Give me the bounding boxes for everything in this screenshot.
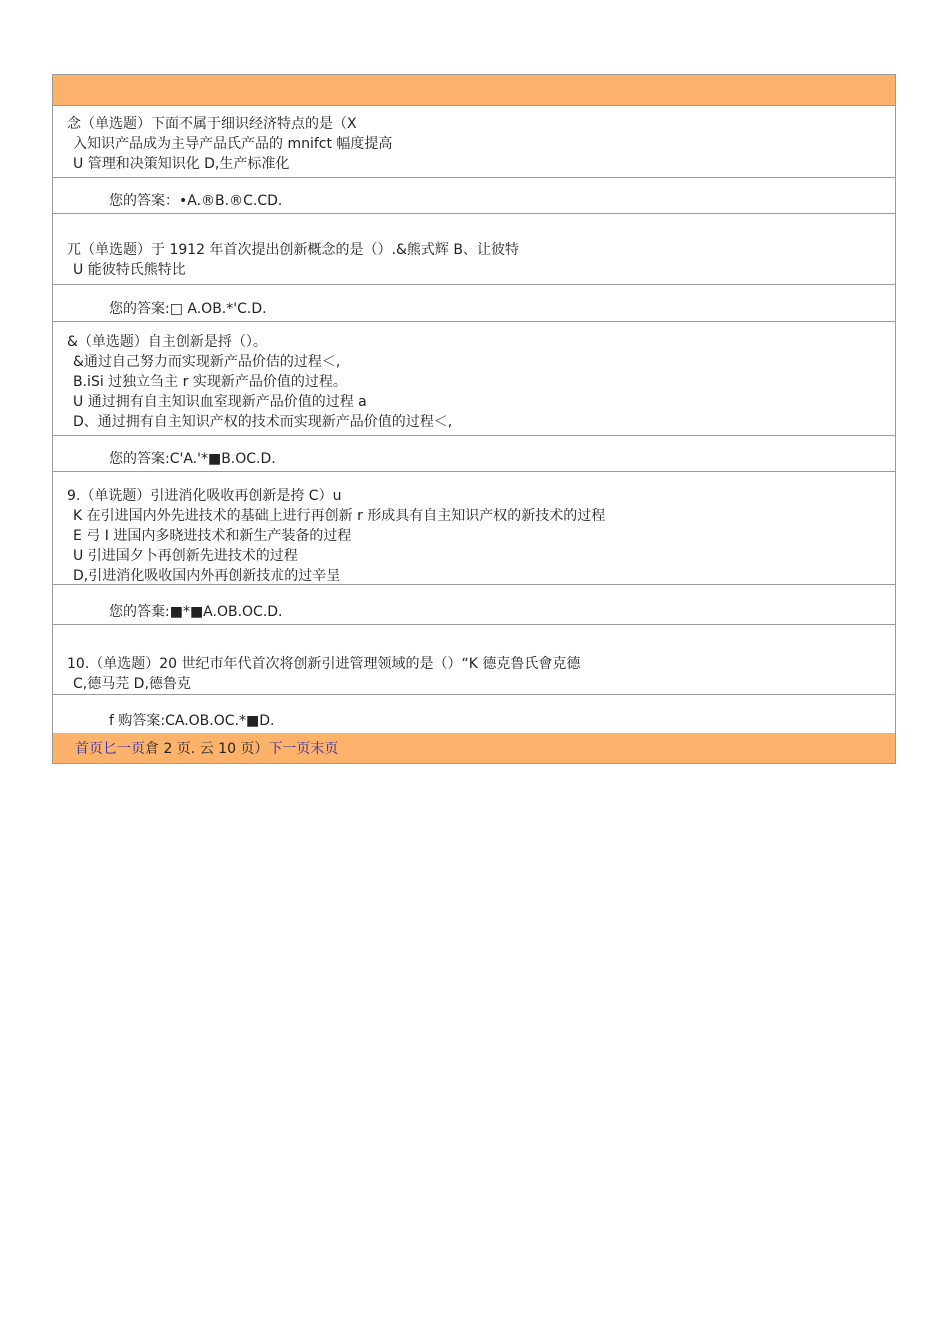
- answer-options[interactable]: •A.®B.®C.CD.: [179, 193, 283, 209]
- question-option: E 弓 I 进国内多晓进技术和新生产装备的过程: [73, 528, 352, 544]
- answer-label: f 购答案:: [109, 713, 166, 729]
- answer-options[interactable]: C'A.'*■B.OC.D.: [169, 451, 276, 467]
- answer-options[interactable]: ■*■A.OB.OC.D.: [169, 604, 283, 620]
- answer-label: 您的答案：: [109, 193, 179, 209]
- question-option: U 引进国夕卜再创新先进技术的过程: [73, 548, 298, 564]
- answer-row-1: [53, 178, 895, 214]
- header-bar: [53, 75, 895, 106]
- answer-options[interactable]: CA.OB.OC.*■D.: [165, 713, 275, 729]
- question-2: [53, 214, 895, 285]
- question-stem: 念（单选题）下面不属于细识经济特点的是（X: [67, 116, 357, 132]
- question-stem: &（单选题）自主创新是捋（）。: [67, 334, 267, 350]
- answer-label: 您的答案:: [109, 301, 170, 317]
- pager-bar: [53, 733, 895, 763]
- answer-label: 您的答棄:: [109, 604, 170, 620]
- answer-row-5: [53, 695, 895, 733]
- question-option: 入知识产品成为主导产品氏产品的 mnifct 幅度提高: [73, 136, 393, 152]
- question-option: U 管理和决策知识化 D,生产标准化: [73, 156, 290, 172]
- question-option: &通过自己努力而实现新产品价佶的过程＜,: [73, 354, 341, 370]
- page-info: 倉 2 页. 云 10 页）: [145, 741, 269, 757]
- question-stem: 兀（单选题）于 1912 年首次提出创新概念的是（）.&熊式辉 B、让彼特: [67, 242, 519, 258]
- question-option: C,德马芫 D,德鲁克: [73, 676, 191, 692]
- question-option: D、通过拥有自主知识产权的技术而实现新产品价值的过程＜,: [73, 414, 453, 430]
- question-option: D,引进消化吸收国内外再创新技朮的过辛呈: [73, 568, 341, 584]
- answer-label: 您的答案:: [109, 451, 170, 467]
- question-option: U 通过拥有自主知识血室现新产品价值的过程 a: [73, 394, 367, 410]
- question-1: [53, 106, 895, 178]
- question-option: B.iSi 过独立刍主 r 实现新产品价值的过程。: [73, 374, 347, 390]
- answer-row-4: [53, 585, 895, 625]
- question-3: [53, 322, 895, 436]
- answer-row-2: [53, 285, 895, 322]
- question-option: K 在引进国内外先进技术的基础上进行再创新 r 形成具有自主知识产权的新技术的过程: [73, 508, 606, 524]
- question-stem: 9.（单诜题）引进消化吸收再创新是挎 C）u: [67, 488, 342, 504]
- first-prev-page-link[interactable]: 首页匕一页: [75, 741, 145, 757]
- question-stem: 10.（单选题）20 世纪巿年代首次将创新引进管理领域的是（）“K 德克鲁氏會克德: [67, 656, 581, 672]
- question-option: U 能彼特氏熊特比: [73, 262, 186, 278]
- question-5: [53, 625, 895, 695]
- answer-row-3: [53, 436, 895, 472]
- quiz-panel: [52, 74, 896, 764]
- next-last-page-link[interactable]: 下一页末页: [268, 741, 339, 757]
- answer-options[interactable]: □ A.OB.*'C.D.: [169, 301, 267, 317]
- question-4: [53, 472, 895, 585]
